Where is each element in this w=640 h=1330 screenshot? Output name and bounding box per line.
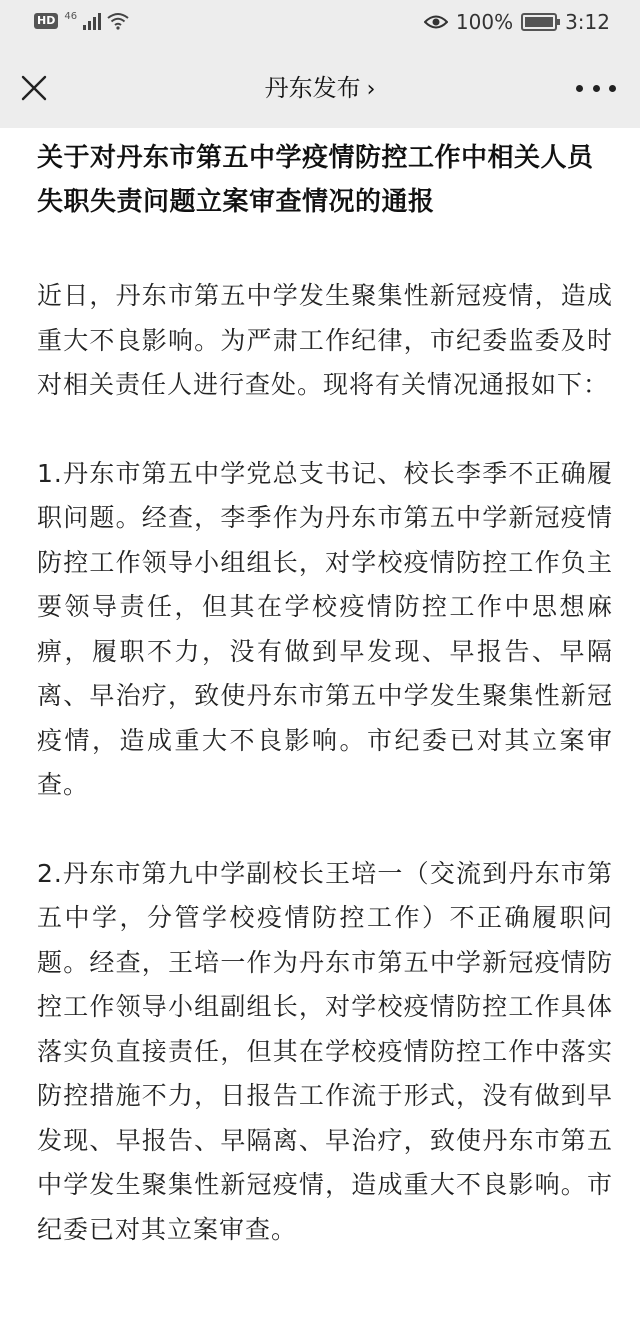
more-icon-dot <box>576 85 583 92</box>
hd-badge: HD <box>34 13 58 29</box>
network-type: 46 <box>64 11 78 22</box>
status-bar <box>0 0 640 48</box>
article-body <box>37 136 613 1252</box>
article-item-2: 2.丹东市第九中学副校长王培一（交流到丹东市第五中学，分管学校疫情防控工作）不正确履职问题。经查，王培一作为丹东市第五中学新冠疫情防控工作领导小组副组长，对学校疫情防控工作具体落实负直接责任，但其在学校疫情防控工作中落实防控措施不力，日报告工作流于形式，没有做到早发现、早报告、早隔离、早治疗，致使丹东市第五中学发生聚集性新冠疫情，造成重大不良影响。市纪委已对其立案审查。 <box>37 858 613 1244</box>
article-title: 关于对丹东市第五中学疫情防控工作中相关人员失职失责问题立案审查情况的通报 <box>37 143 594 217</box>
wifi-icon <box>107 12 129 30</box>
account-title-link[interactable] <box>0 72 640 106</box>
eye-comfort-icon <box>424 13 448 31</box>
account-name: 丹东发布 <box>264 74 361 102</box>
clock: 3:12 <box>565 10 610 34</box>
status-right <box>424 10 610 34</box>
nav-bar <box>0 48 640 128</box>
more-icon-dot <box>593 85 600 92</box>
article-item-1: 1.丹东市第五中学党总支书记、校长李季不正确履职问题。经查，李季作为丹东市第五中学新冠疫情防控工作领导小组组长，对学校疫情防控工作负主要领导责任，但其在学校疫情防控工作中思想麻痹，履职不力，没有做到早发现、早报告、早隔离、早治疗，致使丹东市第五中学发生聚集性新冠疫情，造成重大不良影响。市纪委已对其立案审查。 <box>37 458 613 799</box>
chevron-right-icon: › <box>366 77 376 102</box>
signal-icon <box>83 12 101 30</box>
article-intro: 近日，丹东市第五中学发生聚集性新冠疫情，造成重大不良影响。为严肃工作纪律，市纪委监委及时对相关责任人进行查处。现将有关情况通报如下： <box>37 281 613 399</box>
battery-percent: 100% <box>455 10 514 34</box>
more-button[interactable] <box>576 74 616 102</box>
status-left <box>34 12 129 30</box>
battery-icon <box>521 13 557 31</box>
more-icon-dot <box>609 85 616 92</box>
